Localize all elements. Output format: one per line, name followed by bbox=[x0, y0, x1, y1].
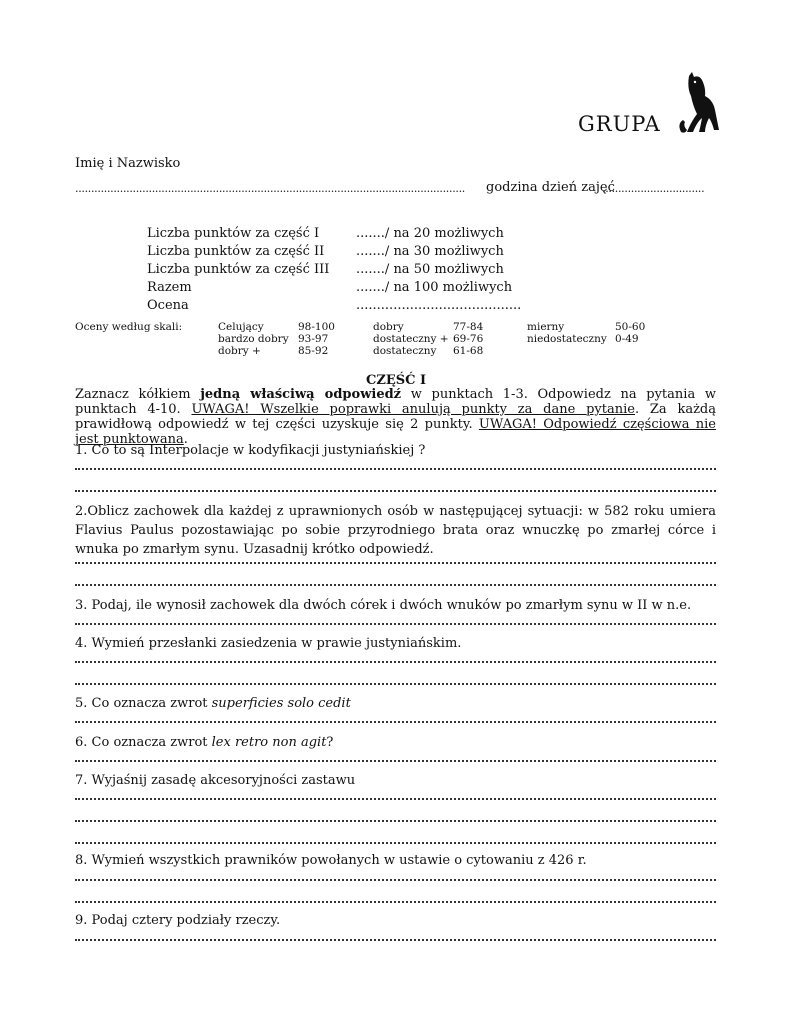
grade-range: 69-76 bbox=[453, 333, 484, 345]
part-title: CZĘŚĆ I bbox=[366, 373, 427, 388]
score-label: Liczba punktów za część II bbox=[147, 244, 325, 259]
question-8: 8. Wymień wszystkich prawników powołanych w ustawie o cytowaniu z 426 r. bbox=[75, 853, 587, 868]
question-9: 9. Podaj cztery podziały rzeczy. bbox=[75, 913, 281, 928]
grade-name: Celujący bbox=[218, 321, 264, 333]
answer-line[interactable] bbox=[75, 795, 716, 800]
part-intro: Zaznacz kółkiem jedną właściwą odpowiedź w punktach 1-3. Odpowiedz na pytania w punktach 4-10. UWAGA! Wszelkie poprawki anulują punkty za dane pytanie. Za każdą prawidłową odpowiedź w tej części uzyskuje się 2 punkty. UWAGA! Odpowiedź częściowa nie jest punktowana. bbox=[75, 387, 717, 447]
grade-range: 85-92 bbox=[298, 345, 329, 357]
grade-range: 93-97 bbox=[298, 333, 329, 345]
answer-line[interactable] bbox=[75, 620, 716, 625]
score-value: ......./ na 50 możliwych bbox=[356, 262, 504, 277]
score-label: Liczba punktów za część III bbox=[147, 262, 330, 277]
answer-line[interactable] bbox=[75, 680, 716, 685]
class-time-label: godzina dzień zajęć bbox=[486, 180, 615, 195]
answer-line[interactable] bbox=[75, 876, 716, 881]
name-dots: .......................................................................................................................... bbox=[75, 182, 465, 195]
grade-name: dobry + bbox=[218, 345, 261, 357]
cat-logo-icon bbox=[675, 70, 723, 136]
question-3: 3. Podaj, ile wynosił zachowek dla dwóch córek i dwóch wnuków po zmarłym synu w II w n.e. bbox=[75, 598, 692, 613]
grade-range: 77-84 bbox=[453, 321, 484, 333]
question-5: 5. Co oznacza zwrot superficies solo cedit bbox=[75, 696, 351, 711]
group-label: GRUPA bbox=[578, 112, 661, 136]
question-2: 2.Oblicz zachowek dla każdej z uprawnionych osób w następującej sytuacji: w 582 roku umiera Flavius Paulus pozostawiając po sobie przyrodniego brata oraz wnuczkę po zmarłej córce i wnuka po zmarłym synu. Uzasadnij krótko odpowiedź. bbox=[75, 504, 716, 557]
grade-range: 61-68 bbox=[453, 345, 484, 357]
score-label: Razem bbox=[147, 280, 192, 295]
grade-name: dobry bbox=[373, 321, 404, 333]
score-label: Ocena bbox=[147, 298, 189, 313]
answer-line[interactable] bbox=[75, 559, 716, 564]
grading-label: Oceny według skali: bbox=[75, 321, 183, 333]
score-value: ......./ na 100 możliwych bbox=[356, 280, 513, 295]
answer-line[interactable] bbox=[75, 487, 716, 492]
question-4: 4. Wymień przesłanki zasiedzenia w prawie justyniańskim. bbox=[75, 636, 462, 651]
answer-line[interactable] bbox=[75, 658, 716, 663]
answer-line[interactable] bbox=[75, 898, 716, 903]
answer-line[interactable] bbox=[75, 757, 716, 762]
question-1: 1. Co to są Interpolacje w kodyfikacji justyniańskiej ? bbox=[75, 443, 426, 458]
class-time-dots: ................................ bbox=[602, 182, 705, 195]
answer-line[interactable] bbox=[75, 936, 716, 941]
grade-range: 50-60 bbox=[615, 321, 646, 333]
score-value: ......./ na 30 możliwych bbox=[356, 244, 504, 259]
answer-line[interactable] bbox=[75, 718, 716, 723]
grade-name: mierny bbox=[527, 321, 565, 333]
score-value: ........................................ bbox=[356, 298, 522, 313]
score-label: Liczba punktów za część I bbox=[147, 226, 320, 241]
answer-line[interactable] bbox=[75, 839, 716, 844]
grade-name: niedostateczny bbox=[527, 333, 607, 345]
question-7: 7. Wyjaśnij zasadę akcesoryjności zastawu bbox=[75, 773, 356, 788]
answer-line[interactable] bbox=[75, 581, 716, 586]
answer-line[interactable] bbox=[75, 465, 716, 470]
answer-line[interactable] bbox=[75, 817, 716, 822]
grade-range: 98-100 bbox=[298, 321, 335, 333]
grade-range: 0-49 bbox=[615, 333, 639, 345]
grade-name: dostateczny bbox=[373, 345, 437, 357]
name-label: Imię i Nazwisko bbox=[75, 156, 181, 171]
grade-name: dostateczny + bbox=[373, 333, 449, 345]
question-6: 6. Co oznacza zwrot lex retro non agit? bbox=[75, 735, 334, 750]
grade-name: bardzo dobry bbox=[218, 333, 289, 345]
score-value: ......./ na 20 możliwych bbox=[356, 226, 504, 241]
